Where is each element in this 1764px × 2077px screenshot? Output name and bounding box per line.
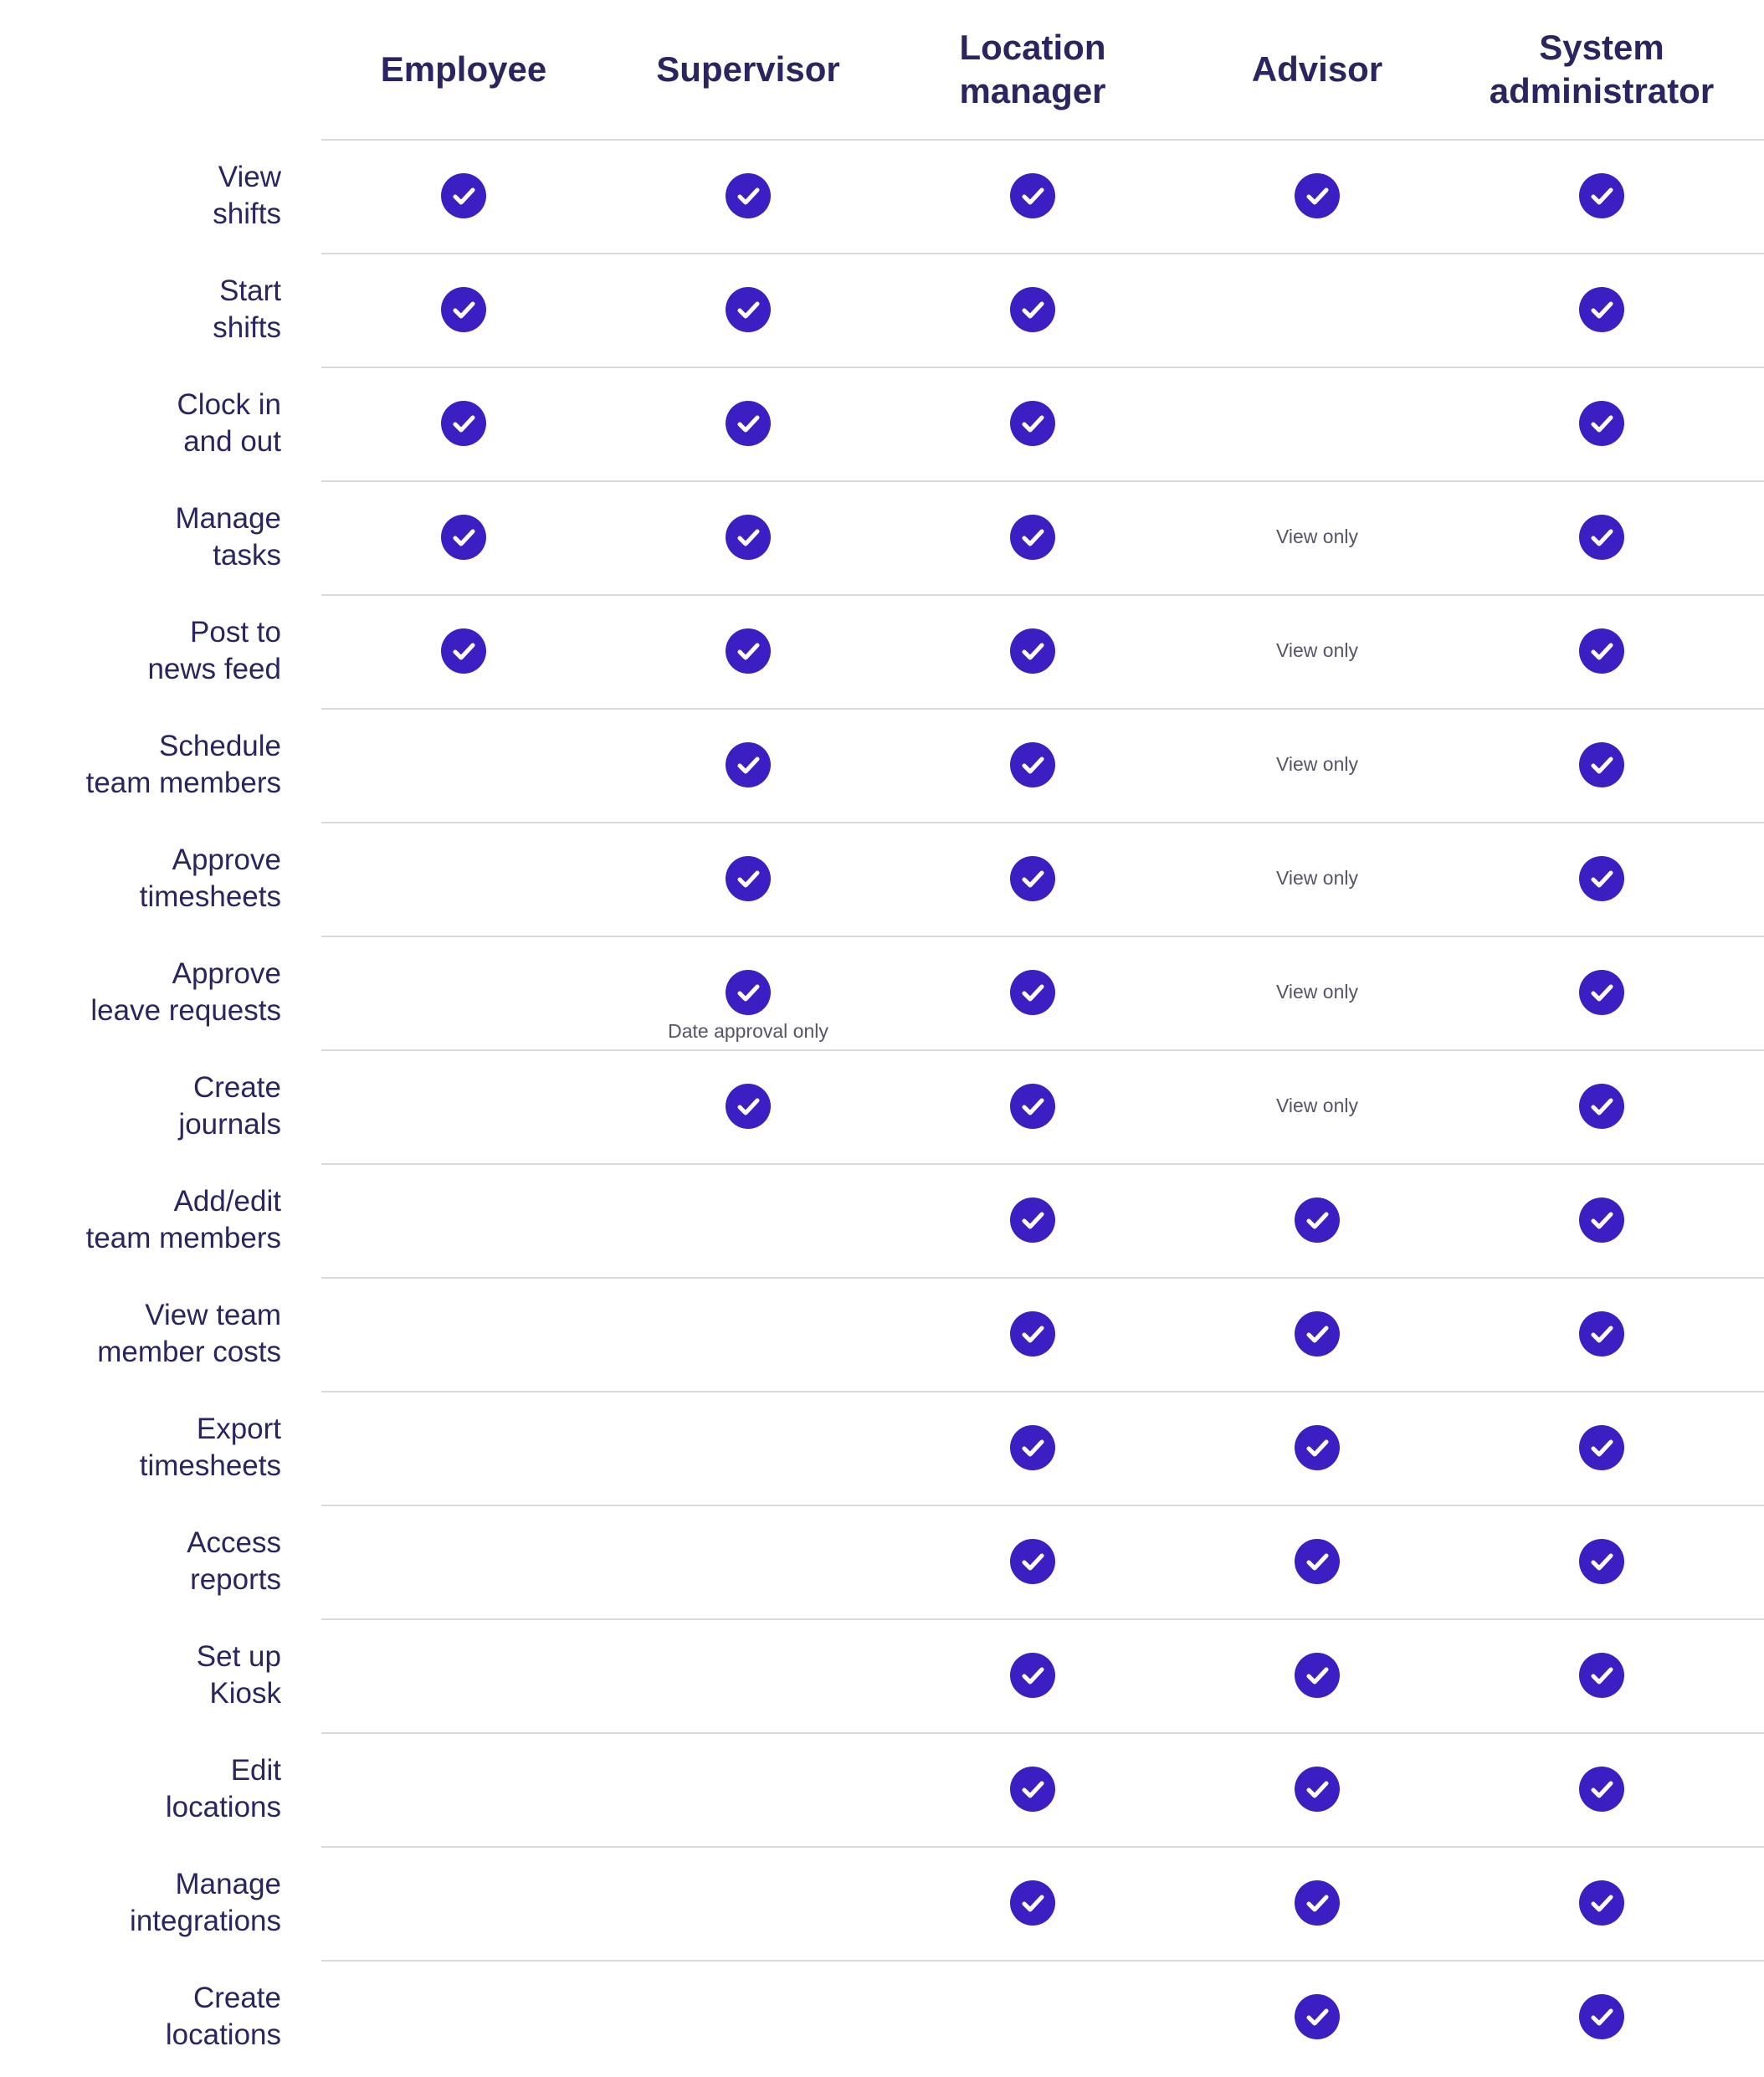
cell-supervisor — [606, 1846, 890, 1960]
cell-system-administrator — [1459, 139, 1744, 253]
permission-row — [0, 367, 1764, 480]
view-only-label: View only — [1275, 981, 1359, 1003]
cell-system-administrator — [1459, 1277, 1744, 1391]
cell-supervisor — [606, 822, 890, 936]
cell-advisor — [1175, 1049, 1459, 1163]
permission-row — [0, 1505, 1764, 1618]
cell-employee — [321, 708, 606, 822]
row-label: Set up Kiosk — [196, 1640, 281, 1710]
check-circle-icon — [441, 515, 486, 560]
check-circle-icon — [1579, 1084, 1624, 1129]
cell-location-manager — [890, 1505, 1175, 1618]
cell-employee — [321, 1960, 606, 2074]
cell-employee — [321, 1732, 606, 1846]
cell-supervisor — [606, 367, 890, 480]
view-only-label: View only — [1275, 1095, 1359, 1116]
cell-location-manager — [890, 1846, 1175, 1960]
cell-advisor — [1175, 480, 1459, 594]
check-circle-icon — [1295, 1994, 1340, 2039]
row-label: Approve timesheets — [139, 844, 281, 913]
check-circle-icon — [1010, 173, 1055, 218]
check-circle-icon — [1010, 970, 1055, 1015]
check-circle-icon — [441, 287, 486, 332]
view-only-label: View only — [1275, 867, 1359, 889]
check-circle-icon — [1579, 970, 1624, 1015]
row-label: Schedule team members — [85, 730, 281, 799]
cell-system-administrator — [1459, 1960, 1744, 2074]
column-header-employee: Employee — [380, 49, 547, 89]
cell-employee — [321, 936, 606, 1049]
cell-location-manager — [890, 1732, 1175, 1846]
check-circle-icon — [441, 401, 486, 446]
cell-system-administrator — [1459, 936, 1744, 1049]
cell-location-manager — [890, 1277, 1175, 1391]
check-circle-icon — [726, 515, 771, 560]
cell-employee — [321, 1618, 606, 1732]
row-label: Manage integrations — [130, 1868, 281, 1937]
check-circle-icon — [1010, 742, 1055, 787]
cell-supervisor — [606, 1391, 890, 1505]
cell-system-administrator — [1459, 1163, 1744, 1277]
check-circle-icon — [1010, 1653, 1055, 1698]
cell-employee — [321, 1163, 606, 1277]
check-circle-icon — [1010, 856, 1055, 901]
column-header-location-manager: Location manager — [959, 28, 1106, 110]
cell-location-manager — [890, 822, 1175, 936]
cell-advisor — [1175, 822, 1459, 936]
cell-location-manager — [890, 1960, 1175, 2074]
permission-row — [0, 1391, 1764, 1505]
cell-advisor — [1175, 139, 1459, 253]
permission-row — [0, 480, 1764, 594]
permission-row — [0, 1049, 1764, 1163]
permission-row — [0, 1618, 1764, 1732]
check-circle-icon — [1579, 1767, 1624, 1812]
check-circle-icon — [1010, 1767, 1055, 1812]
cell-system-administrator — [1459, 367, 1744, 480]
check-circle-icon — [1010, 628, 1055, 674]
check-circle-icon — [1579, 1197, 1624, 1243]
check-circle-icon — [1295, 1767, 1340, 1812]
cell-employee — [321, 1846, 606, 1960]
row-label: Clock in and out — [177, 388, 281, 458]
view-only-label: View only — [1275, 526, 1359, 547]
permission-row — [0, 1163, 1764, 1277]
cell-location-manager — [890, 594, 1175, 708]
cell-supervisor — [606, 708, 890, 822]
permission-row — [0, 253, 1764, 367]
cell-advisor — [1175, 1618, 1459, 1732]
cell-supervisor — [606, 1960, 890, 2074]
cell-system-administrator — [1459, 1846, 1744, 1960]
cell-advisor — [1175, 708, 1459, 822]
cell-employee — [321, 1277, 606, 1391]
check-circle-icon — [726, 742, 771, 787]
column-header-row — [0, 0, 1764, 139]
permission-row — [0, 822, 1764, 936]
cell-employee — [321, 594, 606, 708]
cell-advisor — [1175, 1391, 1459, 1505]
check-circle-icon — [1010, 1311, 1055, 1356]
check-circle-icon — [441, 173, 486, 218]
check-circle-icon — [726, 970, 771, 1015]
cell-location-manager — [890, 1049, 1175, 1163]
check-circle-icon — [1295, 1653, 1340, 1698]
cell-advisor — [1175, 936, 1459, 1049]
row-label: Post to news feed — [147, 616, 281, 685]
cell-system-administrator — [1459, 708, 1744, 822]
view-only-label: View only — [1275, 753, 1359, 775]
row-label: Add/edit team members — [85, 1185, 281, 1254]
cell-advisor — [1175, 253, 1459, 367]
cell-supervisor — [606, 253, 890, 367]
permission-row — [0, 594, 1764, 708]
check-circle-icon — [1010, 515, 1055, 560]
cell-location-manager — [890, 1618, 1175, 1732]
permission-row — [0, 708, 1764, 822]
check-circle-icon — [441, 628, 486, 674]
cell-supervisor — [606, 1277, 890, 1391]
cell-location-manager — [890, 1391, 1175, 1505]
check-circle-icon — [1579, 856, 1624, 901]
cell-supervisor — [606, 594, 890, 708]
row-label: View shifts — [213, 161, 281, 230]
check-circle-icon — [726, 287, 771, 332]
check-circle-icon — [1579, 628, 1624, 674]
check-circle-icon — [1579, 287, 1624, 332]
check-circle-icon — [1295, 1539, 1340, 1584]
check-circle-icon — [1579, 515, 1624, 560]
cell-location-manager — [890, 1163, 1175, 1277]
check-circle-icon — [1579, 742, 1624, 787]
check-circle-icon — [726, 1084, 771, 1129]
cell-note: Date approval only — [668, 1020, 828, 1042]
row-label: Edit locations — [165, 1754, 281, 1823]
check-circle-icon — [1579, 1425, 1624, 1470]
cell-advisor — [1175, 1846, 1459, 1960]
check-circle-icon — [1295, 173, 1340, 218]
row-label: Create locations — [165, 1982, 281, 2051]
cell-location-manager — [890, 708, 1175, 822]
column-header-supervisor: Supervisor — [656, 49, 840, 89]
row-label: View team member costs — [97, 1299, 281, 1368]
cell-system-administrator — [1459, 1732, 1744, 1846]
cell-location-manager — [890, 367, 1175, 480]
row-label: Access reports — [187, 1526, 281, 1596]
cell-supervisor — [606, 1049, 890, 1163]
check-circle-icon — [1010, 1539, 1055, 1584]
permission-row — [0, 1846, 1764, 1960]
check-circle-icon — [1010, 401, 1055, 446]
check-circle-icon — [1579, 173, 1624, 218]
cell-supervisor — [606, 1163, 890, 1277]
column-header-system-administrator: System administrator — [1489, 28, 1715, 110]
row-label: Manage tasks — [175, 502, 281, 572]
check-circle-icon — [1010, 1425, 1055, 1470]
cell-supervisor — [606, 1618, 890, 1732]
cell-location-manager — [890, 253, 1175, 367]
cell-location-manager — [890, 139, 1175, 253]
check-circle-icon — [726, 628, 771, 674]
cell-system-administrator — [1459, 480, 1744, 594]
row-label: Create journals — [178, 1071, 281, 1141]
cell-advisor — [1175, 594, 1459, 708]
cell-supervisor — [606, 936, 890, 1049]
cell-system-administrator — [1459, 1618, 1744, 1732]
cell-employee — [321, 1391, 606, 1505]
check-circle-icon — [726, 401, 771, 446]
cell-employee — [321, 253, 606, 367]
check-circle-icon — [1295, 1425, 1340, 1470]
check-circle-icon — [1579, 401, 1624, 446]
cell-supervisor — [606, 1505, 890, 1618]
permission-row — [0, 1277, 1764, 1391]
cell-advisor — [1175, 367, 1459, 480]
permission-row — [0, 936, 1764, 1049]
cell-employee — [321, 480, 606, 594]
row-label: Export timesheets — [139, 1413, 281, 1482]
cell-system-administrator — [1459, 1049, 1744, 1163]
cell-advisor — [1175, 1277, 1459, 1391]
cell-system-administrator — [1459, 594, 1744, 708]
cell-advisor — [1175, 1960, 1459, 2074]
cell-advisor — [1175, 1505, 1459, 1618]
check-circle-icon — [726, 173, 771, 218]
check-circle-icon — [1579, 1653, 1624, 1698]
check-circle-icon — [1295, 1311, 1340, 1356]
check-circle-icon — [1010, 1197, 1055, 1243]
cell-employee — [321, 1049, 606, 1163]
check-circle-icon — [1010, 1084, 1055, 1129]
row-label: Approve leave requests — [90, 957, 281, 1027]
view-only-label: View only — [1275, 639, 1359, 661]
cell-location-manager — [890, 480, 1175, 594]
cell-supervisor — [606, 1732, 890, 1846]
check-circle-icon — [1010, 1880, 1055, 1926]
cell-employee — [321, 1505, 606, 1618]
cell-employee — [321, 139, 606, 253]
check-circle-icon — [1579, 1994, 1624, 2039]
cell-system-administrator — [1459, 822, 1744, 936]
check-circle-icon — [1295, 1880, 1340, 1926]
check-circle-icon — [1579, 1880, 1624, 1926]
cell-supervisor — [606, 139, 890, 253]
check-circle-icon — [1579, 1539, 1624, 1584]
cell-system-administrator — [1459, 1391, 1744, 1505]
cell-system-administrator — [1459, 1505, 1744, 1618]
check-circle-icon — [1295, 1197, 1340, 1243]
check-circle-icon — [1010, 287, 1055, 332]
cell-system-administrator — [1459, 253, 1744, 367]
row-label: Start shifts — [213, 274, 281, 344]
cell-employee — [321, 367, 606, 480]
check-circle-icon — [726, 856, 771, 901]
cell-supervisor — [606, 480, 890, 594]
cell-location-manager — [890, 936, 1175, 1049]
check-circle-icon — [1579, 1311, 1624, 1356]
cell-advisor — [1175, 1163, 1459, 1277]
permission-row — [0, 1732, 1764, 1846]
cell-employee — [321, 822, 606, 936]
column-header-advisor: Advisor — [1251, 49, 1383, 89]
permission-row — [0, 139, 1764, 253]
cell-advisor — [1175, 1732, 1459, 1846]
permission-row — [0, 1960, 1764, 2074]
